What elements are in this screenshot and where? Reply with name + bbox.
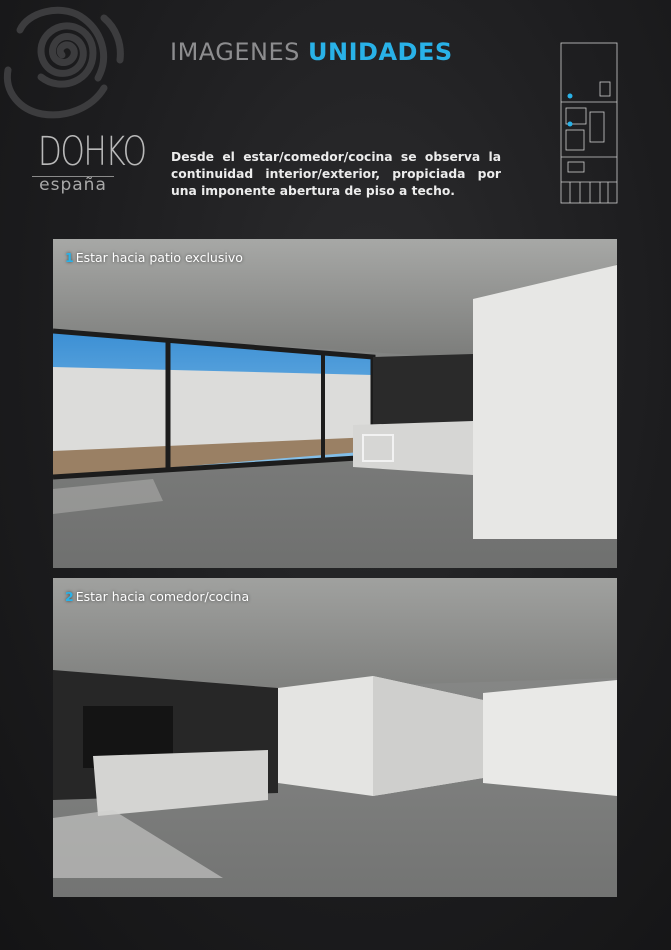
image-caption-1 [65,250,243,265]
render-image-dining-kitchen [53,578,617,897]
brand-logo [28,129,146,195]
image-number-1: 1 [65,250,74,265]
page-title-part2: UNIDADES [308,38,453,66]
render-image-patio [53,239,617,568]
description-text: Desde el estar/comedor/cocina se observa la continuidad interior/exterior, propiciada por una imponente abertura de piso a techo. [171,150,501,198]
rose-ornament-icon [0,0,125,125]
image-caption-2 [65,589,249,604]
image-caption-text-1: Estar hacia patio exclusivo [75,250,243,265]
image-number-2: 2 [65,589,74,604]
render-image-dining-kitchen-graphic [53,578,617,897]
page-title-part1: IMAGENES [170,38,300,66]
image-caption-text-2: Estar hacia comedor/cocina [75,589,250,604]
floor-plan-thumbnail [560,42,618,204]
logo-brand: DOHKO [37,129,146,175]
page-title [170,38,453,66]
render-image-patio-graphic [53,239,617,568]
logo-subtitle: españa [39,175,107,195]
